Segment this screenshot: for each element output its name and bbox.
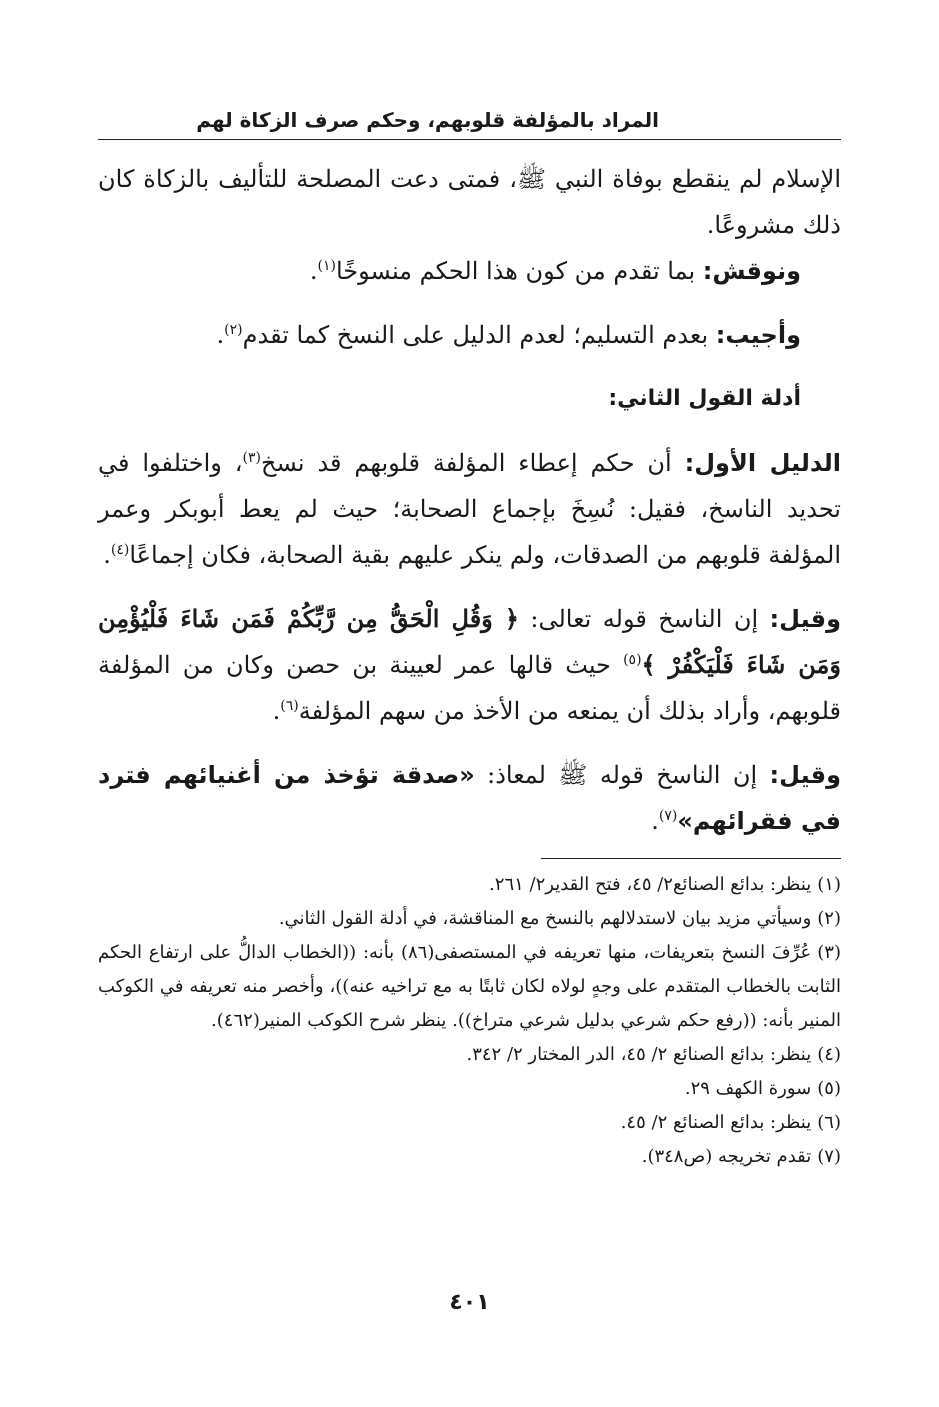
footnote-text: ينظر: بدائع الصنائع٢/ ٤٥، فتح القدير٢/ ٢٦١. — [489, 874, 812, 895]
footnote-text: عُرِّفَ النسخ بتعريفات، منها تعريفه في المستصفى(٨٦) بأنه: ((الخطاب الدالُّ على ارتفاع الحكم الثابت بالخطاب المتقدم على وجهٍ لولاه لكان ثابتًا به مع تراخيه عنه))، وأخصر منه تعريفه في الكوكب المنير بأنه: ((رفع حكم شرعي بدليل شرعي متراخ)). ينظر شرح الكوكب المنير(٤٦٢). — [98, 942, 841, 1031]
footnote-text: ينظر: بدائع الصنائع ٢/ ٤٥، الدر المختار ٢/ ٣٤٢. — [466, 1044, 812, 1065]
header-rule — [98, 139, 841, 140]
page-number: ٤٠١ — [449, 1290, 490, 1315]
footnote-item — [98, 1072, 841, 1106]
paragraph-1: الإسلام لم ينقطع بوفاة النبي ﷺ، فمتى دعت المصلحة للتأليف بالزكاة كان ذلك مشروعًا. — [98, 165, 841, 239]
footnote-item — [98, 868, 841, 902]
paragraph-answer: وأجيب: بعدم التسليم؛ لعدم الدليل على النسخ كما تقدم$^{(٢)}$. — [216, 321, 801, 349]
opinion-label: وقيل: — [769, 605, 841, 633]
quran-quote: ﴿ وَقُلِ الْحَقُّ مِن رَّبِّكُمْ فَمَن شَاءَ فَلْيُؤْمِن وَمَن شَاءَ فَلْيَكْفُرْ ﴾ — [98, 604, 841, 679]
footnote-item — [98, 1038, 841, 1072]
main-text — [98, 156, 841, 844]
footnote-number: (٢) — [817, 908, 841, 929]
footnote-ref: (٢) — [224, 322, 243, 338]
running-header: المراد بالمؤلفة قلوبهم، وحكم صرف الزكاة لهم — [196, 108, 659, 132]
footnote-item — [98, 936, 841, 1038]
footnote-ref: (١) — [317, 258, 336, 274]
hadith-quote: «صدقة تؤخذ من أغنيائهم فترد في فقرائهم» — [98, 761, 841, 835]
first-evidence-label: الدليل الأول: — [684, 449, 841, 477]
footnote-ref: (٥) — [623, 652, 642, 668]
footnote-item — [98, 1140, 841, 1174]
answer-label: وأجيب: — [715, 321, 801, 349]
objection-text: بما تقدم من كون هذا الحكم منسوخًا — [335, 257, 703, 285]
objection-label: ونوقش: — [702, 257, 801, 285]
footnote-number: (٧) — [817, 1146, 841, 1167]
footnote-number: (٥) — [817, 1078, 841, 1099]
footnote-item — [98, 902, 841, 936]
section-heading: أدلة القول الثاني: — [608, 386, 801, 411]
opinion-label: وقيل: — [769, 761, 841, 789]
paragraph-objection: ونوقش: بما تقدم من كون هذا الحكم منسوخًا$^{(١)}$. — [309, 257, 801, 285]
footnote-number: (١) — [817, 874, 841, 895]
footnote-number: (٤) — [817, 1044, 841, 1065]
paragraph-first-evidence: الدليل الأول: أن حكم إعطاء المؤلفة قلوبهم قد نسخ$^{(٣)}$، واختلفوا في تحديد الناسخ، فقيل: نُسِخَ بإجماع الصحابة؛ حيث لم يعط أبوبكر وعمر المؤلفة قلوبهم من الصدقات، ولم ينكر عليهم بقية الصحابة، فكان إجماعًا$^{(٤)}$. — [98, 449, 841, 569]
footnote-text: سورة الكهف ٢٩. — [684, 1078, 812, 1099]
paragraph-quran-abrogation: وقيل: إن الناسخ قوله تعالى: ﴿ وَقُلِ الْحَقُّ مِن رَّبِّكُمْ فَمَن شَاءَ فَلْيُؤْمِن وَمَن شَاءَ فَلْيَكْفُرْ ﴾$^{(٥)}$ حيث قالها عمر لعيينة بن حصن وكان من المؤلفة قلوبهم، وأراد بذلك أن يمنعه من الأخذ من سهم المؤلفة$^{(٦)}$. — [98, 604, 841, 725]
answer-text: بعدم التسليم؛ لعدم الدليل على النسخ كما تقدم — [242, 321, 716, 349]
footnote-text: وسيأتي مزيد بيان لاستدلالهم بالنسخ مع المناقشة، في أدلة القول الثاني. — [278, 908, 812, 929]
footnote-ref: (٣) — [242, 450, 261, 466]
footnotes — [98, 868, 841, 1174]
footnote-ref: (٦) — [280, 698, 299, 714]
footnote-separator — [541, 858, 841, 859]
paragraph-hadith-abrogation: وقيل: إن الناسخ قوله ﷺ لمعاذ: «صدقة تؤخذ من أغنيائهم فترد في فقرائهم»$^{(٧)}$. — [98, 761, 841, 835]
footnote-text: ينظر: بدائع الصنائع ٢/ ٤٥. — [620, 1112, 812, 1133]
footnote-ref: (٤) — [110, 542, 130, 558]
footnote-text: تقدم تخريجه (ص٣٤٨). — [641, 1146, 812, 1167]
footnote-number: (٦) — [817, 1112, 841, 1133]
footnote-ref: (٧) — [658, 808, 678, 824]
footnote-item — [98, 1106, 841, 1140]
footnote-number: (٣) — [817, 942, 841, 963]
